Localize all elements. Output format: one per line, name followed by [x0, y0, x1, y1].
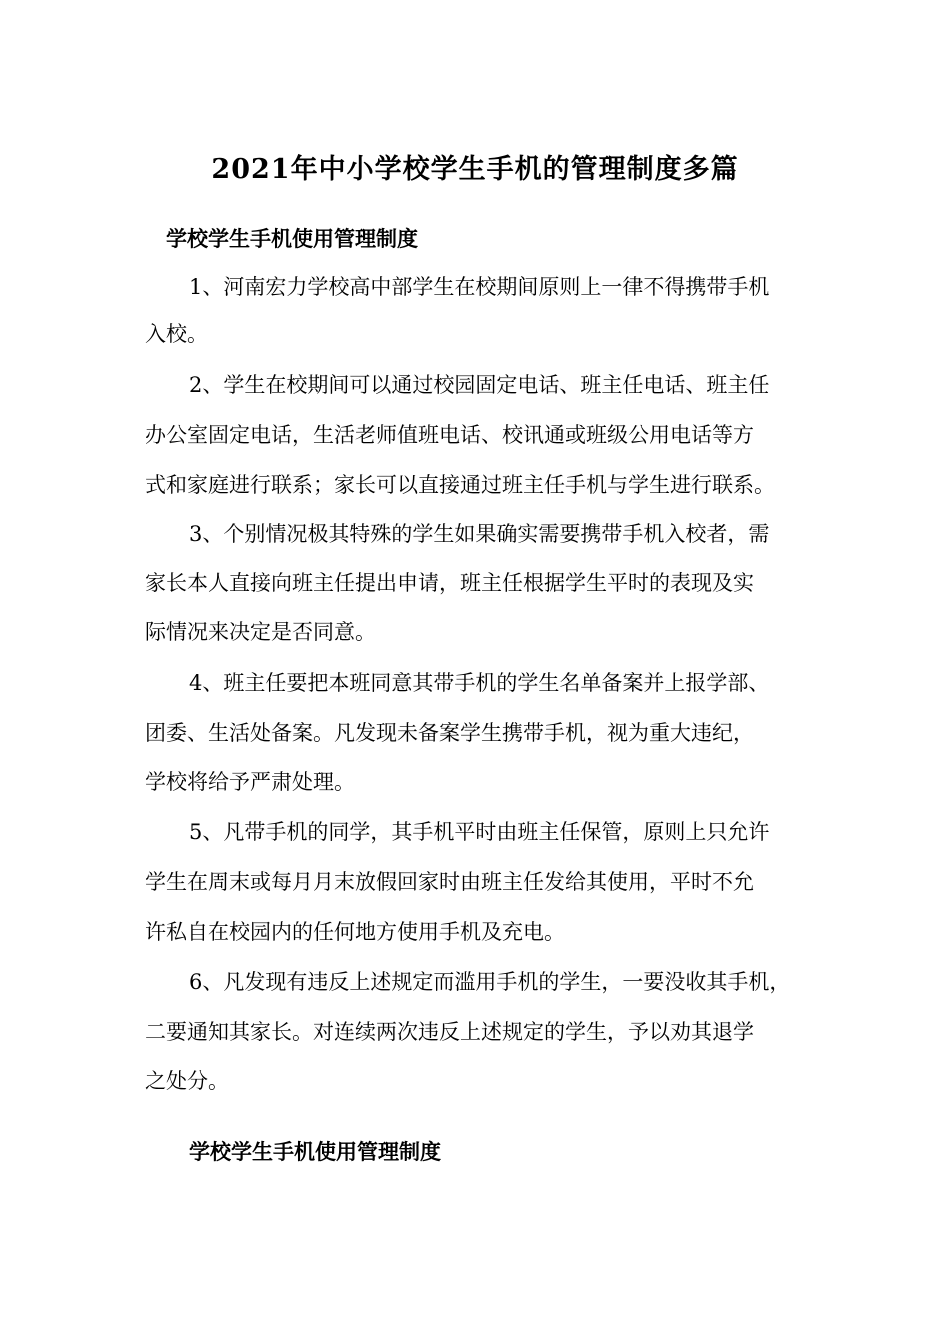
- paragraph-line: 2、学生在校期间可以通过校园固定电话、班主任电话、班主任: [189, 373, 770, 397]
- section-heading: 学校学生手机使用管理制度: [166, 226, 418, 251]
- paragraph-line: 学生在周末或每月月末放假回家时由班主任发给其使用，平时不允: [145, 870, 754, 894]
- paragraph-line: 3、个别情况极其特殊的学生如果确实需要携带手机入校者，需: [189, 522, 770, 546]
- paragraph-line: 办公室固定电话，生活老师值班电话、校讯通或班级公用电话等方: [145, 423, 754, 447]
- paragraph-line: 团委、生活处备案。凡发现未备案学生携带手机，视为重大违纪，: [145, 721, 754, 745]
- paragraph-line: 家长本人直接向班主任提出申请，班主任根据学生平时的表现及实: [145, 571, 754, 595]
- paragraph-line: 6、凡发现有违反上述规定而滥用手机的学生，一要没收其手机，: [189, 970, 791, 994]
- paragraph-line: 许私自在校园内的任何地方使用手机及充电。: [145, 920, 565, 944]
- paragraph-line: 式和家庭进行联系；家长可以直接通过班主任手机与学生进行联系。: [145, 473, 775, 497]
- paragraph-line: 5、凡带手机的同学，其手机平时由班主任保管，原则上只允许: [189, 820, 770, 844]
- paragraph-line: 学校将给予严肃处理。: [145, 770, 355, 794]
- paragraph-line: 入校。: [145, 322, 208, 346]
- section-heading: 学校学生手机使用管理制度: [189, 1139, 441, 1164]
- paragraph-line: 之处分。: [145, 1069, 229, 1093]
- page-title: 2021年中小学校学生手机的管理制度多篇: [211, 154, 739, 185]
- paragraph-line: 4、班主任要把本班同意其带手机的学生名单备案并上报学部、: [189, 671, 770, 695]
- paragraph-line: 际情况来决定是否同意。: [145, 620, 376, 644]
- paragraph-line: 1、河南宏力学校高中部学生在校期间原则上一律不得携带手机: [189, 275, 770, 299]
- paragraph-line: 二要通知其家长。对连续两次违反上述规定的学生，予以劝其退学: [145, 1020, 754, 1044]
